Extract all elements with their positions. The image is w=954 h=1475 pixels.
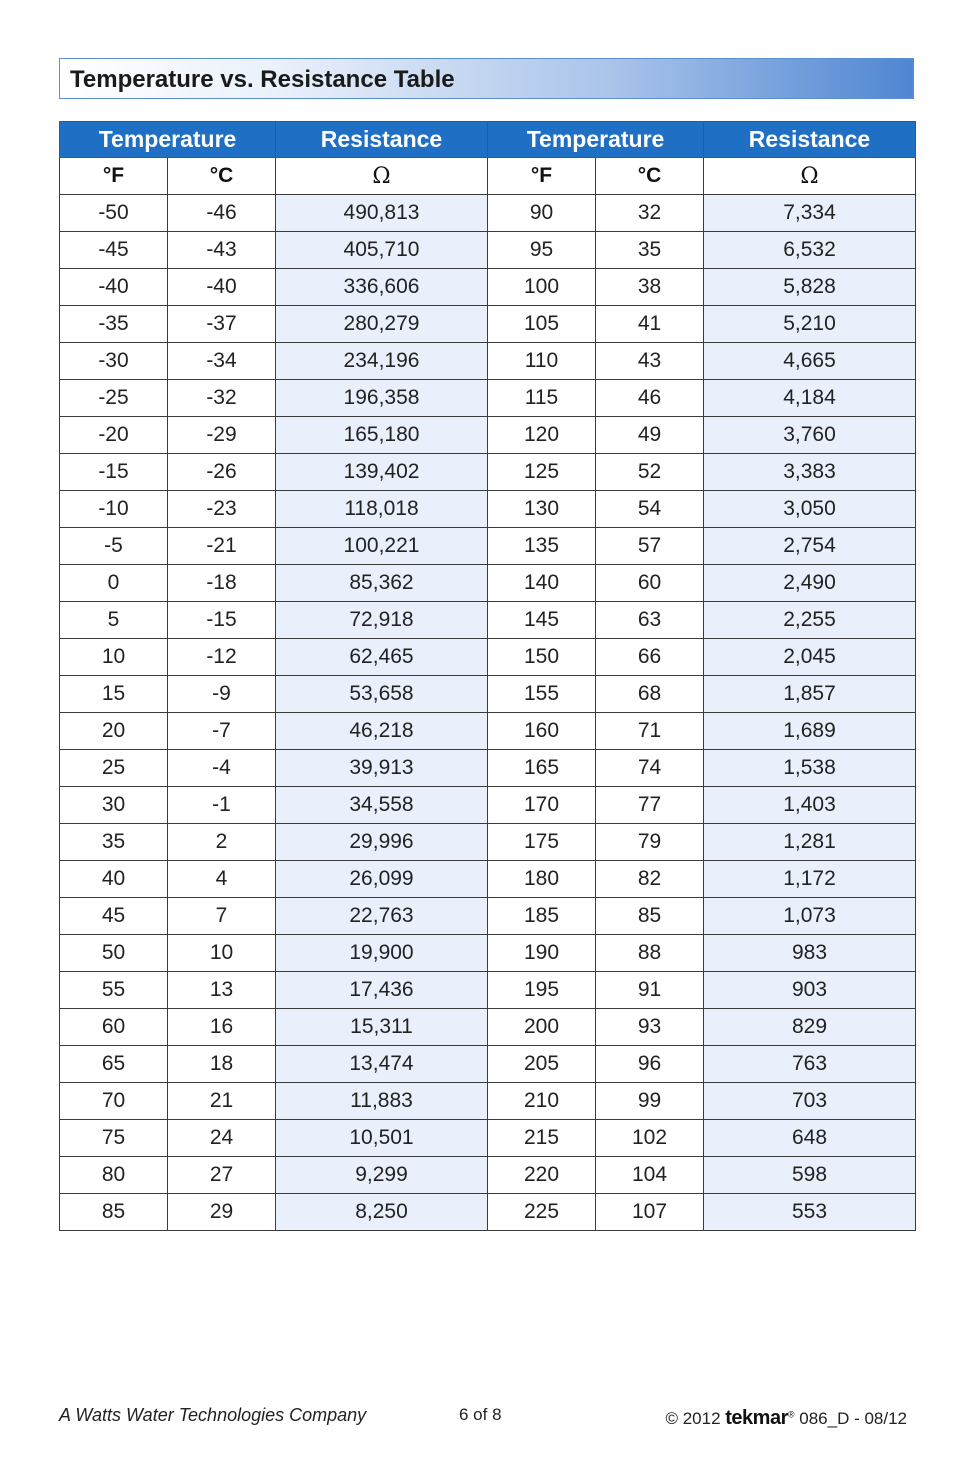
table-row [60, 787, 916, 824]
cell-fahrenheit-right: 145 [488, 602, 596, 639]
cell-celsius-right: 52 [596, 454, 704, 491]
cell-resistance-right: 7,334 [704, 195, 916, 232]
cell-fahrenheit-right: 100 [488, 269, 596, 306]
cell-resistance-left: 8,250 [276, 1194, 488, 1231]
table-row [60, 491, 916, 528]
table-row [60, 602, 916, 639]
table-row [60, 861, 916, 898]
cell-celsius-right: 102 [596, 1120, 704, 1157]
unit-fahrenheit-left: °F [60, 158, 168, 195]
registered-mark: ® [787, 1409, 795, 1420]
header-resistance-left: Resistance [276, 122, 488, 158]
cell-celsius-right: 38 [596, 269, 704, 306]
cell-celsius-right: 91 [596, 972, 704, 1009]
document-code: 086_D - 08/12 [799, 1409, 907, 1428]
cell-celsius-left: 27 [168, 1157, 276, 1194]
cell-resistance-left: 29,996 [276, 824, 488, 861]
table-row [60, 676, 916, 713]
cell-resistance-right: 553 [704, 1194, 916, 1231]
cell-resistance-left: 46,218 [276, 713, 488, 750]
page-title: Temperature vs. Resistance Table [70, 66, 455, 93]
cell-resistance-right: 3,760 [704, 417, 916, 454]
cell-resistance-left: 280,279 [276, 306, 488, 343]
table-row [60, 750, 916, 787]
cell-fahrenheit-left: -15 [60, 454, 168, 491]
footer-copyright [665, 1407, 907, 1430]
table-row [60, 972, 916, 1009]
cell-fahrenheit-right: 150 [488, 639, 596, 676]
cell-fahrenheit-right: 200 [488, 1009, 596, 1046]
cell-resistance-right: 5,210 [704, 306, 916, 343]
cell-resistance-left: 100,221 [276, 528, 488, 565]
cell-resistance-right: 2,754 [704, 528, 916, 565]
cell-fahrenheit-right: 90 [488, 195, 596, 232]
unit-fahrenheit-right: °F [488, 158, 596, 195]
table-row [60, 343, 916, 380]
cell-fahrenheit-left: -45 [60, 232, 168, 269]
cell-resistance-left: 234,196 [276, 343, 488, 380]
cell-resistance-right: 598 [704, 1157, 916, 1194]
table-row [60, 898, 916, 935]
cell-fahrenheit-right: 220 [488, 1157, 596, 1194]
cell-fahrenheit-left: 70 [60, 1083, 168, 1120]
cell-resistance-left: 165,180 [276, 417, 488, 454]
cell-fahrenheit-left: 15 [60, 676, 168, 713]
cell-fahrenheit-right: 190 [488, 935, 596, 972]
cell-celsius-left: -18 [168, 565, 276, 602]
cell-celsius-right: 85 [596, 898, 704, 935]
cell-celsius-left: -1 [168, 787, 276, 824]
cell-celsius-right: 60 [596, 565, 704, 602]
cell-celsius-right: 71 [596, 713, 704, 750]
cell-resistance-right: 1,538 [704, 750, 916, 787]
cell-celsius-left: -12 [168, 639, 276, 676]
header-resistance-right: Resistance [704, 122, 916, 158]
cell-fahrenheit-right: 210 [488, 1083, 596, 1120]
cell-celsius-right: 82 [596, 861, 704, 898]
cell-celsius-left: 4 [168, 861, 276, 898]
cell-celsius-right: 63 [596, 602, 704, 639]
cell-resistance-right: 2,490 [704, 565, 916, 602]
cell-resistance-left: 118,018 [276, 491, 488, 528]
cell-resistance-right: 983 [704, 935, 916, 972]
cell-resistance-right: 763 [704, 1046, 916, 1083]
cell-resistance-left: 34,558 [276, 787, 488, 824]
cell-resistance-left: 490,813 [276, 195, 488, 232]
cell-fahrenheit-left: -30 [60, 343, 168, 380]
cell-resistance-right: 4,184 [704, 380, 916, 417]
cell-celsius-right: 93 [596, 1009, 704, 1046]
cell-celsius-right: 68 [596, 676, 704, 713]
cell-resistance-left: 17,436 [276, 972, 488, 1009]
cell-celsius-right: 107 [596, 1194, 704, 1231]
cell-resistance-left: 139,402 [276, 454, 488, 491]
table-row [60, 1083, 916, 1120]
cell-celsius-left: -34 [168, 343, 276, 380]
cell-celsius-left: -29 [168, 417, 276, 454]
table-body [60, 195, 916, 1231]
cell-fahrenheit-right: 95 [488, 232, 596, 269]
table-row [60, 1157, 916, 1194]
table-row [60, 935, 916, 972]
cell-celsius-right: 32 [596, 195, 704, 232]
cell-resistance-left: 62,465 [276, 639, 488, 676]
cell-fahrenheit-right: 170 [488, 787, 596, 824]
cell-celsius-left: -21 [168, 528, 276, 565]
cell-fahrenheit-right: 225 [488, 1194, 596, 1231]
table-row [60, 269, 916, 306]
cell-celsius-right: 104 [596, 1157, 704, 1194]
cell-fahrenheit-right: 115 [488, 380, 596, 417]
page-number: 6 of 8 [459, 1405, 502, 1424]
cell-celsius-right: 43 [596, 343, 704, 380]
cell-celsius-right: 35 [596, 232, 704, 269]
cell-celsius-right: 88 [596, 935, 704, 972]
cell-celsius-left: -26 [168, 454, 276, 491]
cell-resistance-right: 648 [704, 1120, 916, 1157]
cell-celsius-right: 46 [596, 380, 704, 417]
cell-fahrenheit-left: 35 [60, 824, 168, 861]
cell-celsius-right: 49 [596, 417, 704, 454]
cell-fahrenheit-right: 160 [488, 713, 596, 750]
cell-celsius-left: -37 [168, 306, 276, 343]
cell-fahrenheit-left: 10 [60, 639, 168, 676]
temperature-resistance-table [59, 121, 916, 1231]
cell-celsius-left: 13 [168, 972, 276, 1009]
header-temperature-right: Temperature [488, 122, 704, 158]
cell-fahrenheit-right: 185 [488, 898, 596, 935]
table-row [60, 195, 916, 232]
cell-resistance-right: 2,255 [704, 602, 916, 639]
cell-resistance-left: 13,474 [276, 1046, 488, 1083]
unit-ohm-left: Ω [276, 158, 488, 195]
cell-fahrenheit-left: 0 [60, 565, 168, 602]
cell-fahrenheit-left: -35 [60, 306, 168, 343]
cell-fahrenheit-right: 205 [488, 1046, 596, 1083]
cell-resistance-right: 1,403 [704, 787, 916, 824]
cell-resistance-left: 9,299 [276, 1157, 488, 1194]
footer-company: A Watts Water Technologies Company [59, 1405, 367, 1425]
cell-resistance-left: 85,362 [276, 565, 488, 602]
cell-fahrenheit-left: 80 [60, 1157, 168, 1194]
cell-resistance-left: 19,900 [276, 935, 488, 972]
cell-resistance-left: 39,913 [276, 750, 488, 787]
cell-celsius-left: -9 [168, 676, 276, 713]
cell-celsius-right: 57 [596, 528, 704, 565]
unit-celsius-left: °C [168, 158, 276, 195]
cell-resistance-left: 15,311 [276, 1009, 488, 1046]
cell-fahrenheit-left: 60 [60, 1009, 168, 1046]
cell-resistance-left: 196,358 [276, 380, 488, 417]
cell-resistance-right: 3,050 [704, 491, 916, 528]
cell-celsius-left: 2 [168, 824, 276, 861]
table-row [60, 824, 916, 861]
cell-fahrenheit-right: 140 [488, 565, 596, 602]
cell-resistance-right: 5,828 [704, 269, 916, 306]
cell-celsius-right: 96 [596, 1046, 704, 1083]
cell-celsius-left: 18 [168, 1046, 276, 1083]
cell-resistance-right: 6,532 [704, 232, 916, 269]
cell-celsius-left: -32 [168, 380, 276, 417]
cell-celsius-right: 74 [596, 750, 704, 787]
cell-fahrenheit-right: 130 [488, 491, 596, 528]
cell-fahrenheit-left: -50 [60, 195, 168, 232]
table-row [60, 380, 916, 417]
table-row [60, 1194, 916, 1231]
cell-celsius-left: -46 [168, 195, 276, 232]
cell-fahrenheit-left: 30 [60, 787, 168, 824]
table-row [60, 417, 916, 454]
table-row [60, 565, 916, 602]
copyright-text: © 2012 [665, 1409, 721, 1428]
cell-celsius-left: 24 [168, 1120, 276, 1157]
cell-resistance-right: 3,383 [704, 454, 916, 491]
cell-resistance-right: 1,689 [704, 713, 916, 750]
unit-ohm-right: Ω [704, 158, 916, 195]
cell-fahrenheit-left: 5 [60, 602, 168, 639]
header-temperature-left: Temperature [60, 122, 276, 158]
cell-celsius-right: 66 [596, 639, 704, 676]
cell-celsius-right: 54 [596, 491, 704, 528]
cell-celsius-right: 79 [596, 824, 704, 861]
cell-celsius-left: -23 [168, 491, 276, 528]
tekmar-logo: tekmar [725, 1407, 788, 1429]
cell-celsius-left: 29 [168, 1194, 276, 1231]
cell-celsius-left: -43 [168, 232, 276, 269]
cell-fahrenheit-right: 180 [488, 861, 596, 898]
cell-resistance-right: 2,045 [704, 639, 916, 676]
table-row [60, 1009, 916, 1046]
table-row [60, 528, 916, 565]
cell-resistance-left: 336,606 [276, 269, 488, 306]
cell-fahrenheit-right: 195 [488, 972, 596, 1009]
cell-fahrenheit-left: -40 [60, 269, 168, 306]
cell-fahrenheit-left: -25 [60, 380, 168, 417]
group-header-row [60, 122, 916, 158]
cell-fahrenheit-right: 215 [488, 1120, 596, 1157]
cell-fahrenheit-left: 75 [60, 1120, 168, 1157]
table-row [60, 306, 916, 343]
cell-fahrenheit-right: 175 [488, 824, 596, 861]
cell-resistance-left: 10,501 [276, 1120, 488, 1157]
cell-fahrenheit-right: 110 [488, 343, 596, 380]
table-row [60, 232, 916, 269]
section-title-bar [59, 58, 914, 99]
cell-fahrenheit-left: 50 [60, 935, 168, 972]
table-row [60, 639, 916, 676]
cell-celsius-right: 99 [596, 1083, 704, 1120]
cell-fahrenheit-left: 45 [60, 898, 168, 935]
cell-celsius-left: -15 [168, 602, 276, 639]
cell-celsius-left: -4 [168, 750, 276, 787]
cell-celsius-left: -40 [168, 269, 276, 306]
cell-fahrenheit-right: 120 [488, 417, 596, 454]
cell-celsius-right: 41 [596, 306, 704, 343]
cell-resistance-right: 829 [704, 1009, 916, 1046]
cell-resistance-right: 1,857 [704, 676, 916, 713]
cell-resistance-left: 22,763 [276, 898, 488, 935]
cell-fahrenheit-left: -10 [60, 491, 168, 528]
cell-resistance-right: 703 [704, 1083, 916, 1120]
table-row [60, 713, 916, 750]
cell-resistance-right: 4,665 [704, 343, 916, 380]
unit-header-row [60, 158, 916, 195]
table-row [60, 454, 916, 491]
cell-fahrenheit-left: 20 [60, 713, 168, 750]
cell-resistance-left: 72,918 [276, 602, 488, 639]
cell-celsius-left: 16 [168, 1009, 276, 1046]
cell-resistance-right: 1,281 [704, 824, 916, 861]
cell-fahrenheit-left: 55 [60, 972, 168, 1009]
cell-celsius-left: -7 [168, 713, 276, 750]
cell-fahrenheit-left: -20 [60, 417, 168, 454]
unit-celsius-right: °C [596, 158, 704, 195]
cell-celsius-left: 21 [168, 1083, 276, 1120]
cell-resistance-left: 405,710 [276, 232, 488, 269]
cell-fahrenheit-left: -5 [60, 528, 168, 565]
cell-fahrenheit-left: 85 [60, 1194, 168, 1231]
cell-fahrenheit-left: 25 [60, 750, 168, 787]
cell-fahrenheit-right: 155 [488, 676, 596, 713]
cell-resistance-right: 1,073 [704, 898, 916, 935]
cell-fahrenheit-left: 40 [60, 861, 168, 898]
cell-resistance-right: 903 [704, 972, 916, 1009]
cell-fahrenheit-right: 165 [488, 750, 596, 787]
cell-resistance-left: 53,658 [276, 676, 488, 713]
cell-fahrenheit-right: 125 [488, 454, 596, 491]
cell-fahrenheit-right: 135 [488, 528, 596, 565]
cell-resistance-right: 1,172 [704, 861, 916, 898]
cell-fahrenheit-right: 105 [488, 306, 596, 343]
cell-celsius-right: 77 [596, 787, 704, 824]
cell-celsius-left: 7 [168, 898, 276, 935]
table-row [60, 1046, 916, 1083]
cell-celsius-left: 10 [168, 935, 276, 972]
cell-fahrenheit-left: 65 [60, 1046, 168, 1083]
table-row [60, 1120, 916, 1157]
cell-resistance-left: 11,883 [276, 1083, 488, 1120]
cell-resistance-left: 26,099 [276, 861, 488, 898]
